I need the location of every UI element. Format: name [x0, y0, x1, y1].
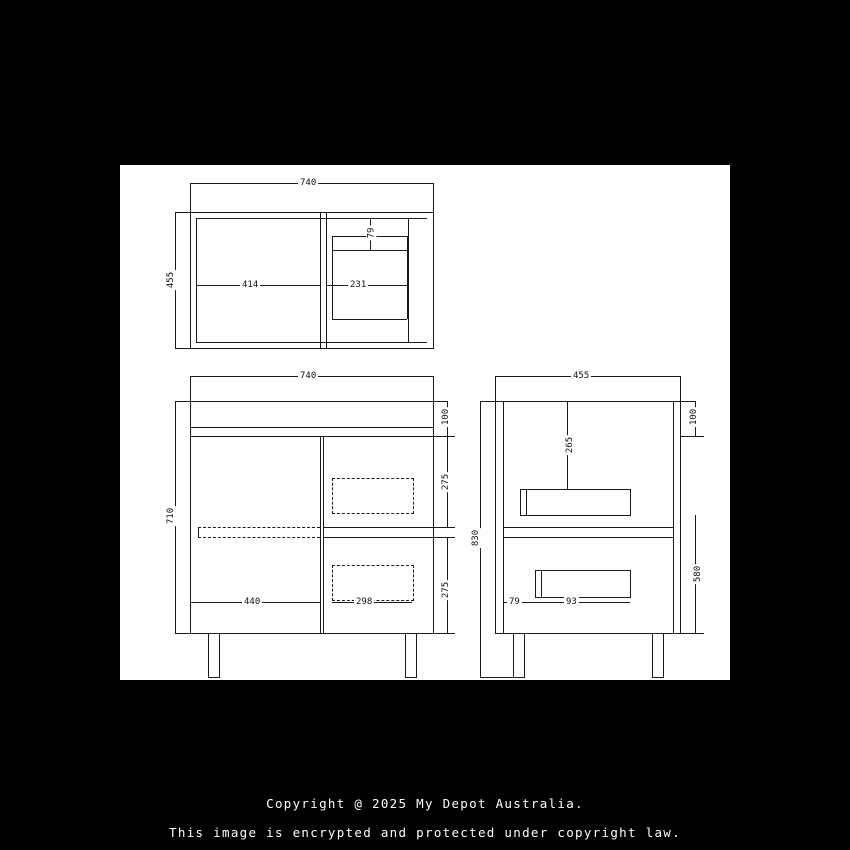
dim-label-275-lower: 275: [441, 581, 452, 599]
dim-label-580: 580: [693, 565, 704, 583]
top-view-outline-left: [190, 212, 191, 349]
top-view-outline-right: [433, 212, 434, 349]
top-view-divider-2: [326, 212, 327, 349]
top-view-inner-bottom: [196, 342, 427, 343]
front-view-handle-dashed-top: [198, 527, 320, 528]
front-view-leg-right-foot: [405, 677, 417, 678]
side-view-dim-455-ext-right: [680, 376, 681, 401]
side-view-drawer-lower-right: [630, 570, 631, 598]
front-view-top-band-1: [190, 427, 433, 428]
top-view-bowl-left: [332, 236, 333, 319]
front-view-dim-275b-ext-bot: [433, 633, 455, 634]
dim-label-79-side: 79: [509, 597, 520, 607]
side-view-drawer-lower-left-inner: [541, 570, 542, 598]
side-view-leg-right-foot: [652, 677, 664, 678]
dim-label-298: 298: [356, 597, 373, 607]
side-view-dim-830-ext-bot: [480, 677, 513, 678]
side-view-dim-455-ext-left: [495, 376, 496, 401]
side-view-outline-left: [495, 401, 496, 633]
side-view-leg-left-inner: [524, 633, 525, 677]
top-view-inner-left: [196, 218, 197, 342]
side-view-dim-830-ext-top: [480, 401, 495, 402]
front-view-drawer-split-2: [323, 537, 433, 538]
front-view-outline-top: [190, 401, 433, 402]
side-view-divider-1: [503, 527, 673, 528]
side-view-dim-100-ext-top: [680, 401, 695, 402]
top-view-outline-top: [190, 212, 433, 213]
side-view-drawer-lower-left: [535, 570, 536, 598]
front-view-divider-1: [320, 436, 321, 633]
top-view-dim-740-ext-right: [433, 183, 434, 212]
front-view-drawer-split-1: [323, 527, 433, 528]
front-view-leg-left-outer: [208, 633, 209, 677]
front-view-dim-275b-ext-top: [433, 537, 455, 538]
dim-label-231: 231: [350, 280, 367, 290]
front-view-drawer-handle-lower: [332, 565, 414, 601]
front-view-dim-710-ext-top: [175, 401, 190, 402]
front-view-dim-100-ext-bot: [433, 436, 455, 437]
side-view-drawer-upper-bottom: [520, 515, 630, 516]
front-view-dim-740-ext-left: [190, 376, 191, 401]
front-view-leg-right-inner: [416, 633, 417, 677]
top-view-dim-740-ext-left: [190, 183, 191, 212]
front-view-leg-left-foot: [208, 677, 220, 678]
side-view-dim-93-line: [541, 602, 630, 603]
dim-label-79-top-view: 79: [366, 227, 377, 239]
front-view-leg-right-outer: [405, 633, 406, 677]
front-view-dim-710-ext-bot: [175, 633, 190, 634]
front-view-divider-2: [323, 436, 324, 633]
dim-label-414: 414: [242, 280, 259, 290]
side-view-top-band: [503, 401, 673, 402]
front-view-dim-740-ext-right: [433, 376, 434, 401]
front-view-handle-left-edge: [198, 527, 199, 538]
top-view-bowl-top-inner: [332, 250, 407, 251]
dim-label-265: 265: [565, 436, 576, 454]
side-view-leg-left-outer: [513, 633, 514, 677]
top-view-bowl-right: [407, 236, 408, 319]
top-view-bowl-bottom: [332, 319, 407, 320]
front-view-leg-left-inner: [219, 633, 220, 677]
top-view-dim-455-ext-top: [175, 212, 190, 213]
dim-label-455-side: 455: [573, 371, 590, 381]
side-view-drawer-upper-top: [520, 489, 630, 490]
front-view-handle-dashed-bottom: [198, 537, 320, 538]
side-view-drawer-upper-right: [630, 489, 631, 516]
dim-label-455-top-view: 455: [166, 271, 177, 289]
front-view-dim-275a-ext-bot: [433, 527, 455, 528]
side-view-drawer-upper-left: [520, 489, 521, 516]
side-view-dim-580-ext-bot: [680, 633, 704, 634]
side-view-inner-right: [673, 401, 674, 633]
front-view-drawer-handle-upper: [332, 478, 414, 514]
drawing-sheet: [120, 165, 730, 680]
side-view-divider-2: [503, 537, 673, 538]
dim-label-710: 710: [166, 507, 177, 525]
dim-label-830: 830: [471, 529, 482, 547]
front-view-dim-100-ext-top: [433, 401, 447, 402]
side-view-drawer-lower-top: [535, 570, 630, 571]
side-view-leg-right-inner: [663, 633, 664, 677]
front-view-top-band-2: [190, 436, 433, 437]
top-view-inner-right: [408, 218, 409, 342]
top-view-divider-1: [320, 212, 321, 349]
copyright-line-1: Copyright @ 2025 My Depot Australia.: [266, 796, 584, 811]
side-view-leg-right-outer: [652, 633, 653, 677]
front-view-outline-bottom: [190, 633, 433, 634]
side-view-drawer-lower-bottom: [535, 597, 630, 598]
dim-label-740-front: 740: [300, 371, 317, 381]
dim-label-740-top: 740: [300, 178, 317, 188]
top-view-inner-top: [196, 218, 427, 219]
side-view-dim-100-ext-bot: [680, 436, 704, 437]
dim-label-100-side: 100: [689, 408, 700, 426]
copyright-line-2: This image is encrypted and protected under copyright law.: [169, 825, 681, 840]
top-view-dim-455-ext-bot: [175, 348, 190, 349]
dim-label-100-front: 100: [441, 408, 452, 426]
dim-label-275-upper: 275: [441, 473, 452, 491]
top-view-outline-bottom: [190, 348, 433, 349]
side-view-drawer-upper-left-inner: [526, 489, 527, 516]
dim-label-93: 93: [566, 597, 577, 607]
side-view-inner-left: [503, 401, 504, 633]
side-view-leg-left-foot: [513, 677, 525, 678]
dim-label-440: 440: [244, 597, 261, 607]
